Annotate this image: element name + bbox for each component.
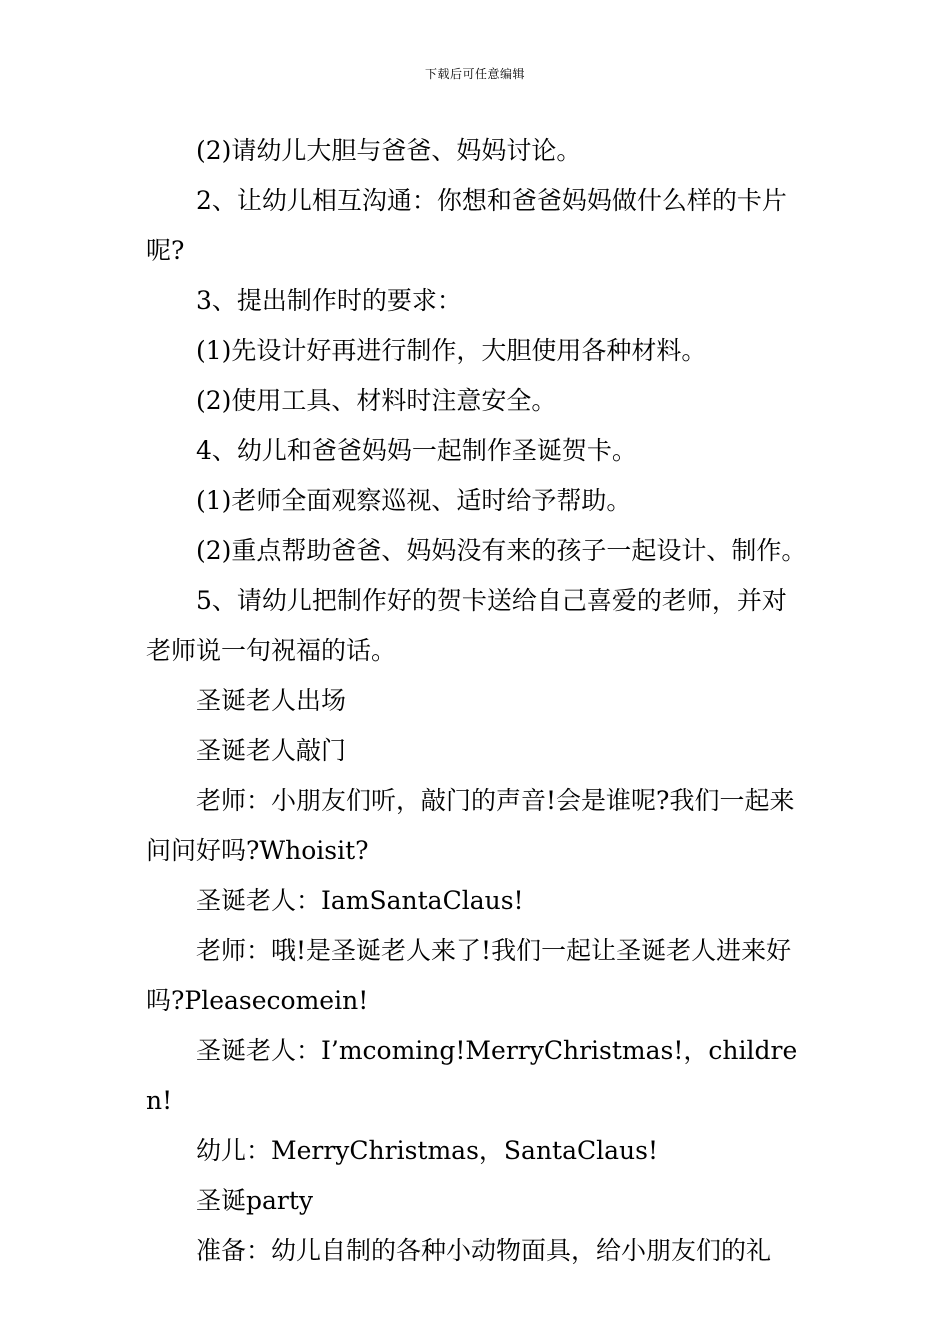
paragraph: 4、幼儿和爸爸妈妈一起制作圣诞贺卡。 (196, 436, 637, 465)
paragraph: 3、提出制作时的要求： (196, 286, 462, 315)
paragraph: (2)使用工具、材料时注意安全。 (196, 386, 557, 415)
paragraph: (1)老师全面观察巡视、适时给予帮助。 (196, 486, 632, 515)
paragraph: 老师：哦!是圣诞老人来了!我们一起让圣诞老人进来好吗?Pleasecomein! (146, 936, 792, 1015)
paragraph: 2、让幼儿相互沟通：你想和爸爸妈妈做什么样的卡片呢? (146, 186, 787, 265)
paragraph: 圣诞老人出场 (196, 686, 347, 715)
document-body (146, 126, 808, 1276)
paragraph: 老师：小朋友们听，敲门的声音!会是谁呢?我们一起来问问好吗?Whoisit? (146, 786, 795, 865)
page-header: 下载后可任意编辑 (424, 67, 525, 81)
paragraph: 圣诞老人：IamSantaClaus! (196, 886, 524, 915)
paragraph: 5、请幼儿把制作好的贺卡送给自己喜爱的老师，并对老师说一句祝福的话。 (146, 586, 787, 665)
paragraph: 准备：幼儿自制的各种小动物面具，给小朋友们的礼 (196, 1236, 772, 1265)
paragraph: 圣诞老人敲门 (196, 736, 347, 765)
paragraph: 圣诞party (196, 1186, 314, 1215)
paragraph: 幼儿：MerryChristmas，SantaClaus! (196, 1136, 658, 1165)
paragraph: (1)先设计好再进行制作，大胆使用各种材料。 (196, 336, 707, 365)
paragraph: (2)重点帮助爸爸、妈妈没有来的孩子一起设计、制作。 (196, 536, 807, 565)
paragraph: 圣诞老人：I’mcoming!MerryChristmas!，children! (146, 1036, 798, 1115)
paragraph: (2)请幼儿大胆与爸爸、妈妈讨论。 (196, 136, 582, 165)
